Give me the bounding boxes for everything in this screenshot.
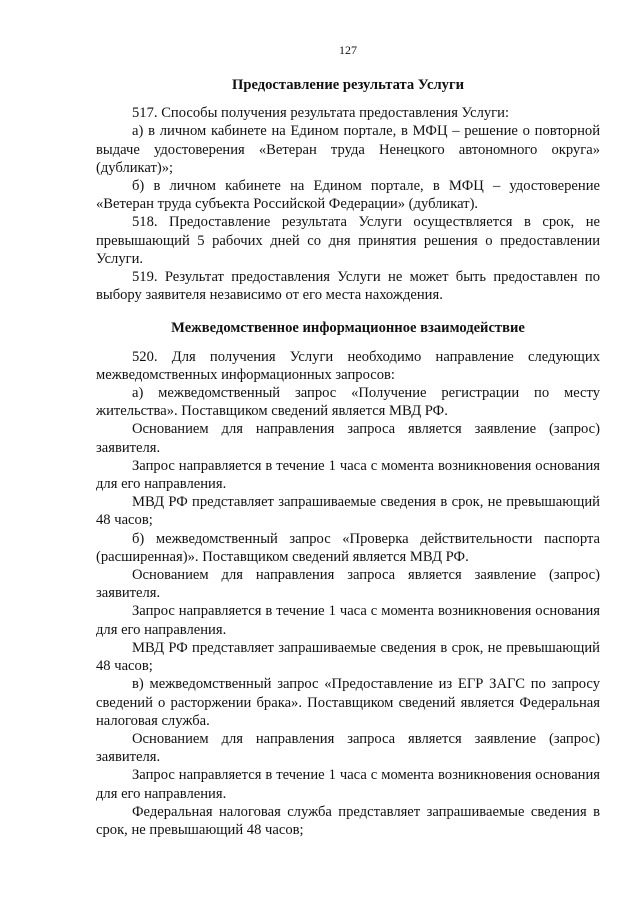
paragraph-517: 517. Способы получения результата предоставления Услуги: [132,105,510,122]
page-number: 127 [339,43,357,57]
paragraph-520-v-basis: Основанием для направления запроса является заявление (запрос) заявителя. [96,730,600,766]
paragraph-520-a: а) межведомственный запрос «Получение регистрации по месту жительства». Поставщиком сведений является МВД РФ. [96,385,600,420]
paragraph-520-v-timing: Запрос направляется в течение 1 часа с момента возникновения основания для его направления. [96,767,600,802]
paragraph-519: 519. Результат предоставления Услуги не может быть предоставлен по выбору заявителя независимо от его места нахождения. [96,269,600,304]
paragraph-520-a-deadline: МВД РФ представляет запрашиваемые сведения в срок, не превышающий 48 часов; [96,494,600,529]
paragraph-517-a: а) в личном кабинете на Едином портале, в МФЦ – решение о повторной выдаче удостоверения «Ветеран труда Ненецкого автономного округа» (дубликат)»; [96,123,600,176]
paragraph-518: 518. Предоставление результата Услуги осуществляется в срок, не превышающий 5 рабочих дней со дня принятия решения о предоставлении Услуги. [96,214,600,267]
paragraph-520-a-timing: Запрос направляется в течение 1 часа с момента возникновения основания для его направления. [96,457,600,493]
paragraph-520-b: б) межведомственный запрос «Проверка действительности паспорта (расширенная)». Поставщиком сведений является МВД РФ. [96,530,600,565]
paragraph-520-b-deadline: МВД РФ представляет запрашиваемые сведения в срок, не превышающий 48 часов; [96,639,600,675]
paragraph-520: 520. Для получения Услуги необходимо направление следующих межведомственных информационных запросов: [96,348,600,383]
section-heading-result: Предоставление результата Услуги [232,77,464,93]
paragraph-520-b-basis: Основанием для направления запроса является заявление (запрос) заявителя. [96,567,600,602]
paragraph-520-a-basis: Основанием для направления запроса является заявление (запрос) заявителя. [96,421,600,456]
paragraph-520-v-deadline: Федеральная налоговая служба представляет запрашиваемые сведения в срок, не превышающий 48 часов; [96,803,600,838]
section-heading-interagency: Межведомственное информационное взаимодействие [171,320,525,337]
paragraph-520-b-timing: Запрос направляется в течение 1 часа с момента возникновения основания для его направления. [96,603,600,638]
paragraph-520-v: в) межведомственный запрос «Предоставление из ЕГР ЗАГС по запросу сведений о расторжении брака». Поставщиком сведений является Федеральная налоговая служба. [96,676,600,729]
paragraph-517-b: б) в личном кабинете на Едином портале, в МФЦ – удостоверение «Ветеран труда субъекта Российской Федерации» (дубликат). [96,178,600,213]
